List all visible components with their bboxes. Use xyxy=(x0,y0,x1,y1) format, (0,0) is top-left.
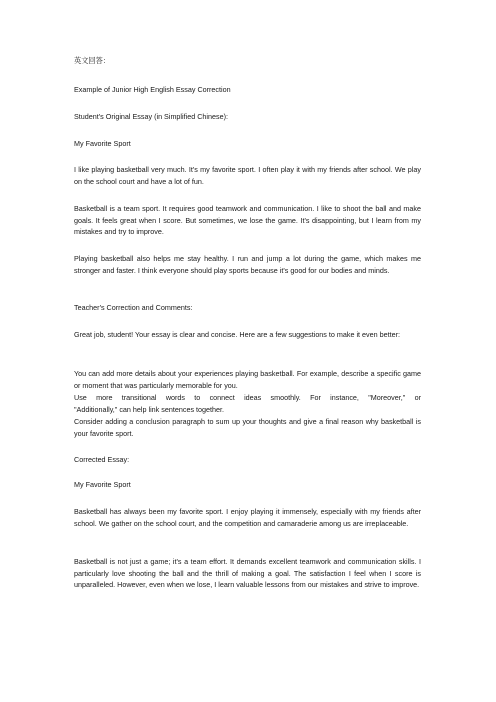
original-paragraph-1: I like playing basketball very much. It's my favorite sport. I often play it with my friends after school. We play on the school court and have a lot of fun. xyxy=(74,165,421,186)
suggestion-2-line-1: Use more transitional words to connect ideas smoothly. For instance, "Moreover," or xyxy=(74,393,421,402)
suggestion-1: You can add more details about your experiences playing basketball. For example, describe a specific game or moment that was particularly memorable for you. xyxy=(74,369,421,390)
suggestion-3: Consider adding a conclusion paragraph to sum up your thoughts and give a final reason why basketball is your favorite sport. xyxy=(74,417,421,438)
corrected-essay-title: My Favorite Sport xyxy=(74,480,131,489)
corrected-paragraph-2: Basketball is not just a game; it's a team effort. It demands excellent teamwork and communication skills. I particularly love shooting the ball and the thrill of making a goal. The satisfaction I feel when I score is unparalleled. However, even when we lose, I learn valuable lessons from our mistakes and strive to improve. xyxy=(74,557,421,589)
corrected-paragraph-1: Basketball has always been my favorite sport. I enjoy playing it immensely, especially with my friends after school. We gather on the school court, and the competition and camaraderie among us are irreplaceable. xyxy=(74,507,421,528)
example-title: Example of Junior High English Essay Correction xyxy=(74,85,231,94)
original-essay-title: My Favorite Sport xyxy=(74,139,131,148)
teacher-heading: Teacher's Correction and Comments: xyxy=(74,303,193,312)
header-label: 英文回答： xyxy=(74,56,110,65)
original-heading: Student's Original Essay (in Simplified Chinese): xyxy=(74,112,228,121)
original-paragraph-3: Playing basketball also helps me stay healthy. I run and jump a lot during the game, which makes me stronger and faster. I think everyone should play sports because it's good for our bodies and minds. xyxy=(74,254,421,275)
teacher-comment: Great job, student! Your essay is clear and concise. Here are a few suggestions to make it even better: xyxy=(74,330,401,339)
original-paragraph-2: Basketball is a team sport. It requires good teamwork and communication. I like to shoot the ball and make goals. It feels great when I score. But sometimes, we lose the game. It's disappointing, but I learn from my mistakes and try to improve. xyxy=(74,204,421,236)
corrected-heading: Corrected Essay: xyxy=(74,455,130,464)
suggestion-2-line-2: "Additionally," can help link sentences together. xyxy=(74,405,225,414)
